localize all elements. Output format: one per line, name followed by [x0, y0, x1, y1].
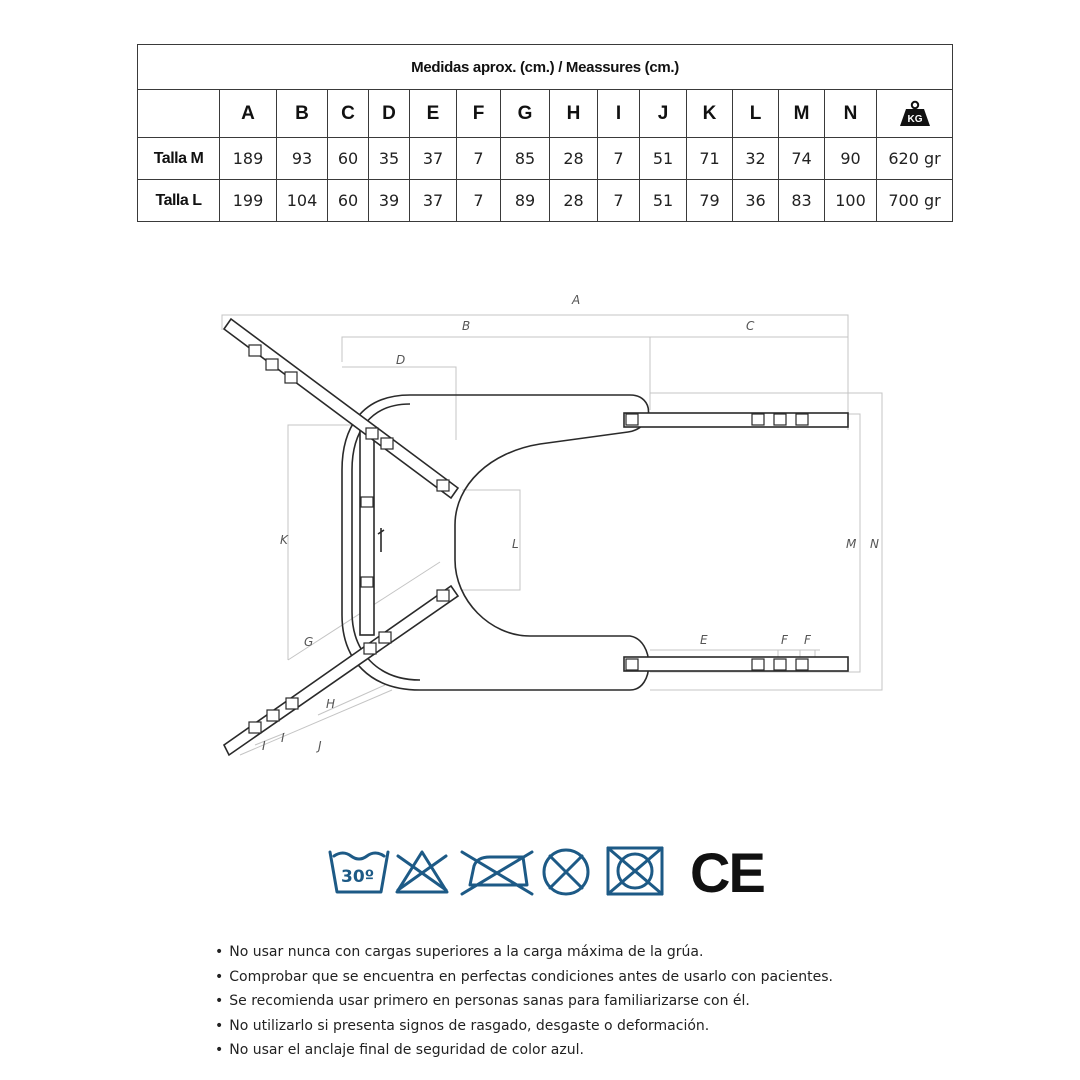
column-header-a: A [220, 90, 277, 138]
sling-dimension-diagram [160, 280, 900, 820]
table-cell: 51 [640, 138, 687, 180]
column-header-l: L [733, 90, 779, 138]
table-cell: 28 [550, 180, 598, 222]
table-cell: 100 [825, 180, 877, 222]
table-cell: 60 [328, 138, 369, 180]
weight-cell: 620 gr [877, 138, 953, 180]
column-header-f: F [457, 90, 501, 138]
column-header-weight [877, 90, 953, 138]
column-header-e: E [410, 90, 457, 138]
label-a: A [572, 293, 581, 307]
label-h: H [326, 697, 336, 711]
table-cell: 104 [277, 180, 328, 222]
table-cell: 199 [220, 180, 277, 222]
table-cell: 7 [598, 138, 640, 180]
table-cell: 79 [687, 180, 733, 222]
column-header-g: G [501, 90, 550, 138]
label-j: J [318, 739, 322, 753]
table-cell: 7 [457, 138, 501, 180]
list-item: • No utilizarlo si presenta signos de rasgado, desgaste o deformación. [215, 1014, 833, 1039]
table-cell: 37 [410, 180, 457, 222]
table-cell: 35 [369, 138, 410, 180]
label-i-1: I [262, 739, 266, 753]
table-cell: 93 [277, 138, 328, 180]
column-header-n: N [825, 90, 877, 138]
label-f-2: F [804, 633, 811, 647]
label-k: K [280, 533, 288, 547]
table-cell: 7 [457, 180, 501, 222]
table-row-talla-l [138, 180, 953, 222]
table-cell: 32 [733, 138, 779, 180]
label-d: D [396, 353, 406, 367]
weight-cell: 700 gr [877, 180, 953, 222]
label-l: L [512, 537, 519, 551]
label-g: G [304, 635, 314, 649]
label-i-2: I [281, 731, 285, 745]
table-cell: 90 [825, 138, 877, 180]
label-e: E [700, 633, 708, 647]
table-cell: 28 [550, 138, 598, 180]
no-bleach-icon [397, 852, 447, 892]
list-item: • No usar el anclaje final de seguridad de color azul. [215, 1038, 833, 1063]
column-header-c: C [328, 90, 369, 138]
table-header-row [138, 90, 953, 138]
table-cell: 36 [733, 180, 779, 222]
table-cell: 83 [779, 180, 825, 222]
table-cell: 37 [410, 138, 457, 180]
column-header-j: J [640, 90, 687, 138]
table-cell: 85 [501, 138, 550, 180]
table-cell: 7 [598, 180, 640, 222]
label-c: C [746, 319, 755, 333]
list-item: • Comprobar que se encuentra en perfectas condiciones antes de usarlo con pacientes. [215, 965, 833, 990]
weight-kg-icon [898, 100, 932, 128]
column-header-h: H [550, 90, 598, 138]
table-cell: 71 [687, 138, 733, 180]
table-cell: 39 [369, 180, 410, 222]
list-item: • No usar nunca con cargas superiores a la carga máxima de la grúa. [215, 940, 833, 965]
column-header-d: D [369, 90, 410, 138]
label-n: N [870, 537, 879, 551]
table-header-empty [138, 90, 220, 138]
usage-notes-list [215, 940, 833, 1063]
column-header-i: I [598, 90, 640, 138]
no-tumble-dry-icon [608, 848, 662, 894]
column-header-b: B [277, 90, 328, 138]
column-header-k: K [687, 90, 733, 138]
list-item: • Se recomienda usar primero en personas sanas para familiarizarse con él. [215, 989, 833, 1014]
row-label: Talla L [138, 180, 220, 222]
no-iron-icon [462, 852, 532, 894]
table-cell: 60 [328, 180, 369, 222]
ce-mark-icon: CE [690, 841, 764, 904]
table-cell: 89 [501, 180, 550, 222]
table-row-talla-m [138, 138, 953, 180]
table-cell: 189 [220, 138, 277, 180]
svg-text:KG: KG [907, 113, 923, 125]
no-dry-clean-icon [544, 850, 588, 894]
svg-text:30º: 30º [341, 867, 375, 887]
measurements-table [137, 44, 953, 222]
label-b: B [462, 319, 471, 333]
table-cell: 74 [779, 138, 825, 180]
table-cell: 51 [640, 180, 687, 222]
wash-30-icon [330, 852, 388, 892]
label-m: M [846, 537, 857, 551]
column-header-m: M [779, 90, 825, 138]
table-title: Medidas aprox. (cm.) / Meassures (cm.) [138, 45, 953, 90]
row-label: Talla M [138, 138, 220, 180]
label-f-1: F [781, 633, 788, 647]
care-symbols-row [320, 838, 780, 908]
